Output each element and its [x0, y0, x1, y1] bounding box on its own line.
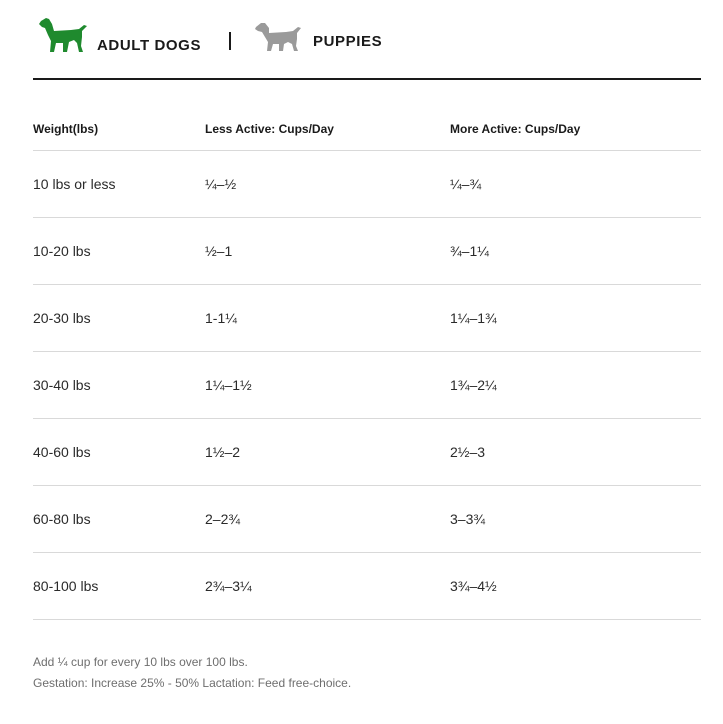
table-row [33, 486, 701, 553]
cell-more-active: 3–3¾ [450, 511, 486, 527]
note-gestation: Gestation: Increase 25% - 50% Lactation: Feed free-choice. [33, 676, 352, 690]
cell-weight: 10-20 lbs [33, 243, 91, 259]
dog-type-tabs [33, 0, 701, 80]
cell-weight: 80-100 lbs [33, 578, 99, 594]
cell-weight: 40-60 lbs [33, 444, 91, 460]
header-more-active: More Active: Cups/Day [450, 121, 581, 136]
cell-more-active: ¼–¾ [450, 176, 482, 192]
table-row [33, 352, 701, 419]
cell-weight: 60-80 lbs [33, 511, 91, 527]
header-weight: Weight(lbs) [33, 121, 99, 136]
table-row [33, 151, 701, 218]
cell-more-active: 2½–3 [450, 444, 486, 460]
cell-less-active: 1-1¼ [205, 310, 237, 326]
tab-separator [229, 32, 231, 50]
note-over-100: Add ¼ cup for every 10 lbs over 100 lbs. [33, 655, 248, 669]
cell-less-active: ½–1 [205, 243, 233, 259]
table-body [33, 151, 701, 620]
adult-dog-icon [37, 15, 89, 55]
header-less-active: Less Active: Cups/Day [205, 121, 334, 136]
cell-less-active: ¼–½ [205, 176, 237, 192]
tab-puppies-label: PUPPIES [313, 33, 383, 50]
tab-adult-dogs-label: ADULT DOGS [97, 37, 202, 54]
cell-more-active: 1¾–2¼ [450, 377, 497, 393]
tab-adult-dogs[interactable] [37, 15, 201, 55]
table-row [33, 553, 701, 620]
table-header [33, 107, 701, 151]
cell-more-active: 1¼–1¾ [450, 310, 497, 326]
tab-puppies[interactable] [253, 20, 382, 54]
feeding-notes [33, 652, 351, 694]
cell-less-active: 1½–2 [205, 444, 241, 460]
table-row [33, 285, 701, 352]
feeding-table [33, 107, 701, 620]
cell-more-active: 3¾–4½ [450, 578, 497, 594]
cell-weight: 30-40 lbs [33, 377, 91, 393]
puppy-icon [253, 20, 303, 54]
cell-weight: 20-30 lbs [33, 310, 91, 326]
table-row [33, 218, 701, 285]
cell-less-active: 1¼–1½ [205, 377, 252, 393]
cell-weight: 10 lbs or less [33, 176, 116, 192]
cell-less-active: 2¾–3¼ [205, 578, 252, 594]
table-row [33, 419, 701, 486]
cell-more-active: ¾–1¼ [450, 243, 489, 259]
cell-less-active: 2–2¾ [205, 511, 241, 527]
